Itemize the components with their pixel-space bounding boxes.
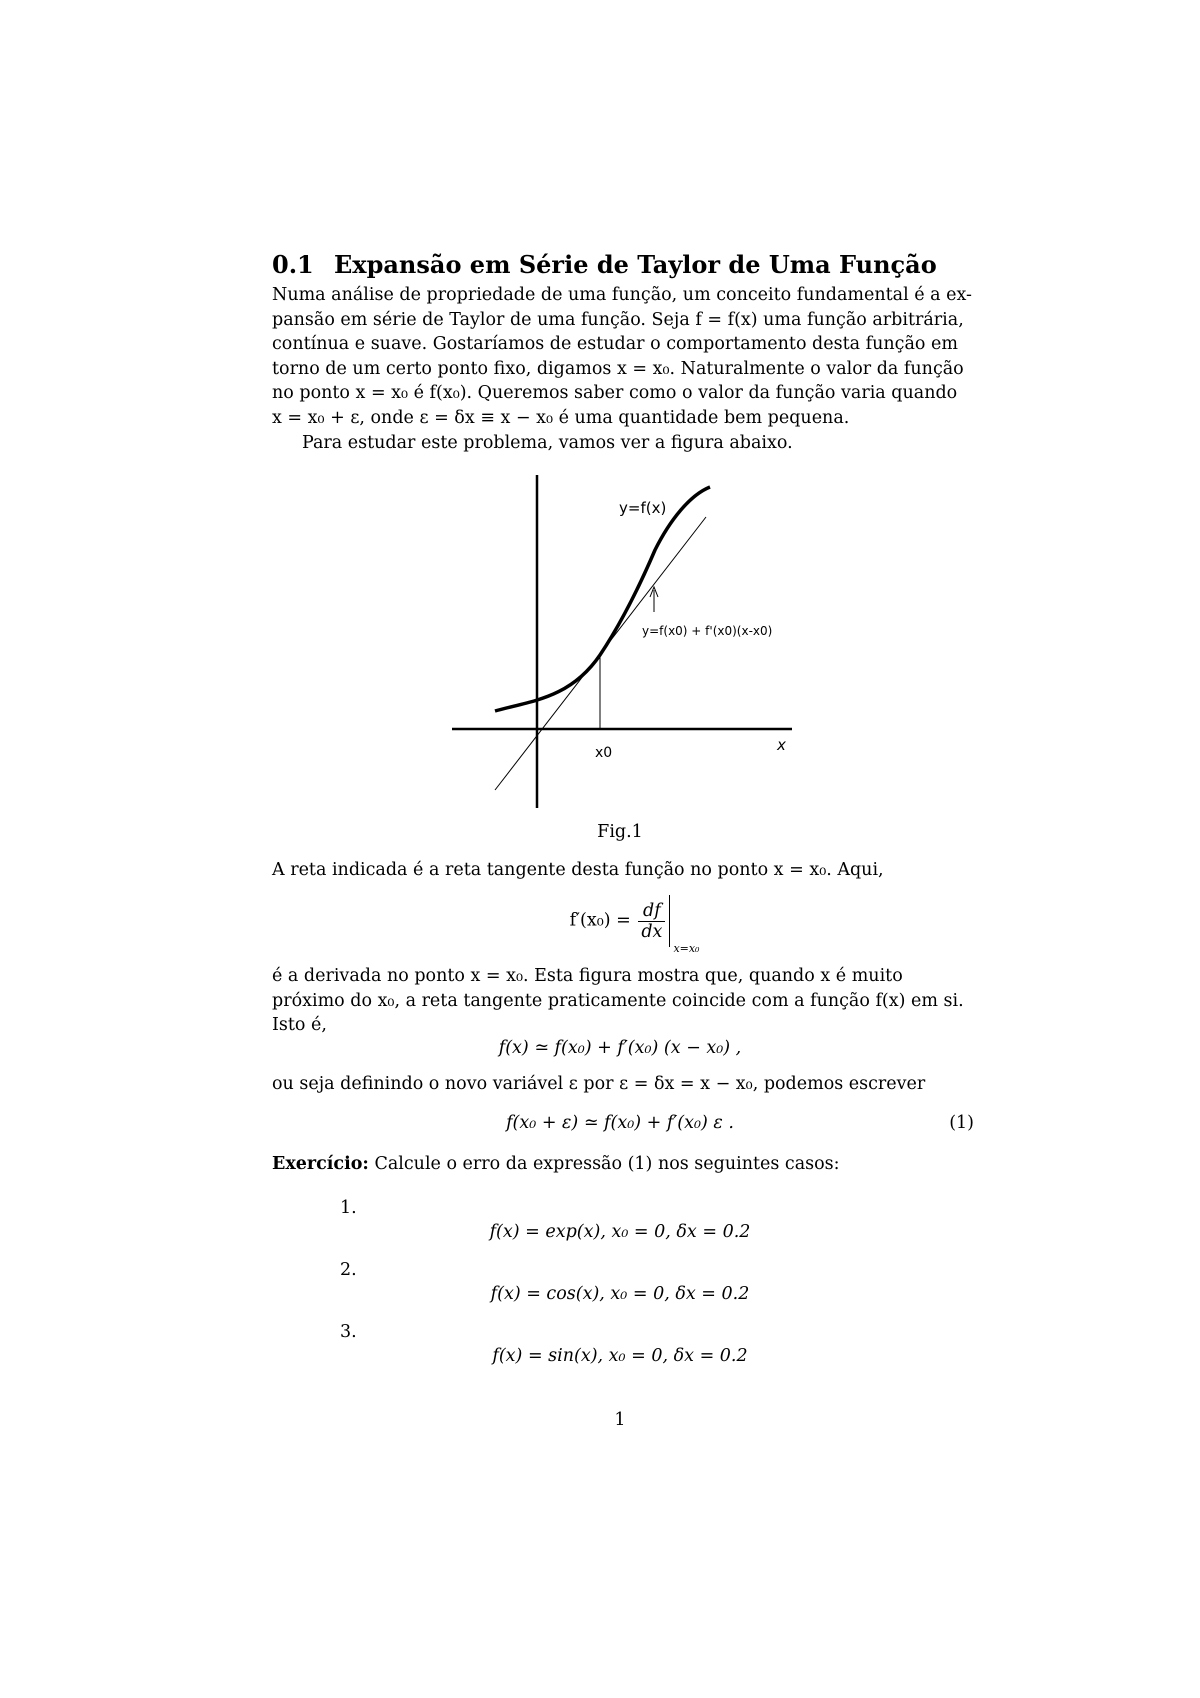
definition-paragraph <box>272 1072 970 1097</box>
curve-label: y=f(x) <box>619 499 667 517</box>
section-title: Expansão em Série de Taylor de Uma Função <box>334 250 937 279</box>
paragraph-line: próximo do x₀, a reta tangente praticamente coincide com a função f(x) em si. <box>272 990 964 1011</box>
paragraph-line: Numa análise de propriedade de uma função, um conceito fundamental é a ex- <box>272 285 972 305</box>
equation-number: (1) <box>949 1113 974 1133</box>
paragraph-line: contínua e suave. Gostaríamos de estudar o comportamento desta função em <box>272 334 958 355</box>
paragraph-line: Isto é, <box>272 1015 327 1036</box>
exercise-item-number: 1. <box>340 1198 357 1218</box>
paragraph-line: pansão em série de Taylor de uma função. Seja f = f(x) uma função arbitrária, <box>272 309 964 330</box>
exercise-item-number: 2. <box>340 1260 357 1280</box>
paragraph-line: no ponto x = x₀ é f(x₀). Queremos saber como o valor da função varia quando <box>272 383 958 404</box>
exercise-text: Calcule o erro da expressão (1) nos seguintes casos: <box>374 1154 840 1174</box>
derivative-lhs: f′(x₀) = <box>569 910 631 931</box>
paragraph-line: ou seja definindo o novo variável ε por ε = δx = x − x₀, podemos escrever <box>272 1074 926 1094</box>
derivative-fraction <box>638 901 665 942</box>
derivative-paragraph <box>272 964 970 1038</box>
exercise-label: Exercício: <box>272 1154 369 1174</box>
tangent-label: y=f(x0) + f'(x0)(x-x0) <box>642 624 773 638</box>
approximation-equation: f(x) ≃ f(x₀) + f′(x₀) (x − x₀) , <box>498 1038 742 1058</box>
figure-caption: Fig.1 <box>597 822 643 842</box>
intro-paragraph <box>272 283 970 455</box>
exercise-item-equation: f(x) = cos(x), x₀ = 0, δx = 0.2 <box>490 1284 750 1304</box>
derivative-equation <box>0 895 1200 955</box>
paragraph-line: x = x₀ + ε, onde ε = δx ≡ x − x₀ é uma quantidade bem pequena. <box>272 407 850 428</box>
fraction-numerator: df <box>638 901 665 922</box>
paragraph-line: A reta indicada é a reta tangente desta função no ponto x = x₀. Aqui, <box>272 860 884 880</box>
figure-intro-line: Para estudar este problema, vamos ver a figura abaixo. <box>302 432 793 453</box>
paragraph-line: é a derivada no ponto x = x₀. Esta figura mostra que, quando x é muito <box>272 966 903 986</box>
section-heading <box>272 250 937 279</box>
exercise-item-number: 3. <box>340 1322 357 1342</box>
exercise-heading <box>272 1154 840 1174</box>
evaluation-point: x=x₀ <box>673 942 700 955</box>
page-number: 1 <box>614 1410 626 1430</box>
section-number: 0.1 <box>272 250 314 279</box>
taylor-equation: f(x₀ + ε) ≃ f(x₀) + f′(x₀) ε . <box>506 1113 734 1133</box>
after-figure-paragraph <box>272 858 970 883</box>
x0-label: x0 <box>595 745 613 761</box>
x-axis-label: x <box>777 736 786 754</box>
function-curve <box>495 487 710 711</box>
taylor-figure <box>440 465 800 825</box>
evaluation-bar <box>669 895 700 955</box>
exercise-item-equation: f(x) = exp(x), x₀ = 0, δx = 0.2 <box>489 1222 751 1242</box>
paragraph-line: torno de um certo ponto fixo, digamos x = x₀. Naturalmente o valor da função <box>272 358 964 379</box>
exercise-item-equation: f(x) = sin(x), x₀ = 0, δx = 0.2 <box>492 1346 748 1366</box>
fraction-denominator: dx <box>641 921 663 942</box>
